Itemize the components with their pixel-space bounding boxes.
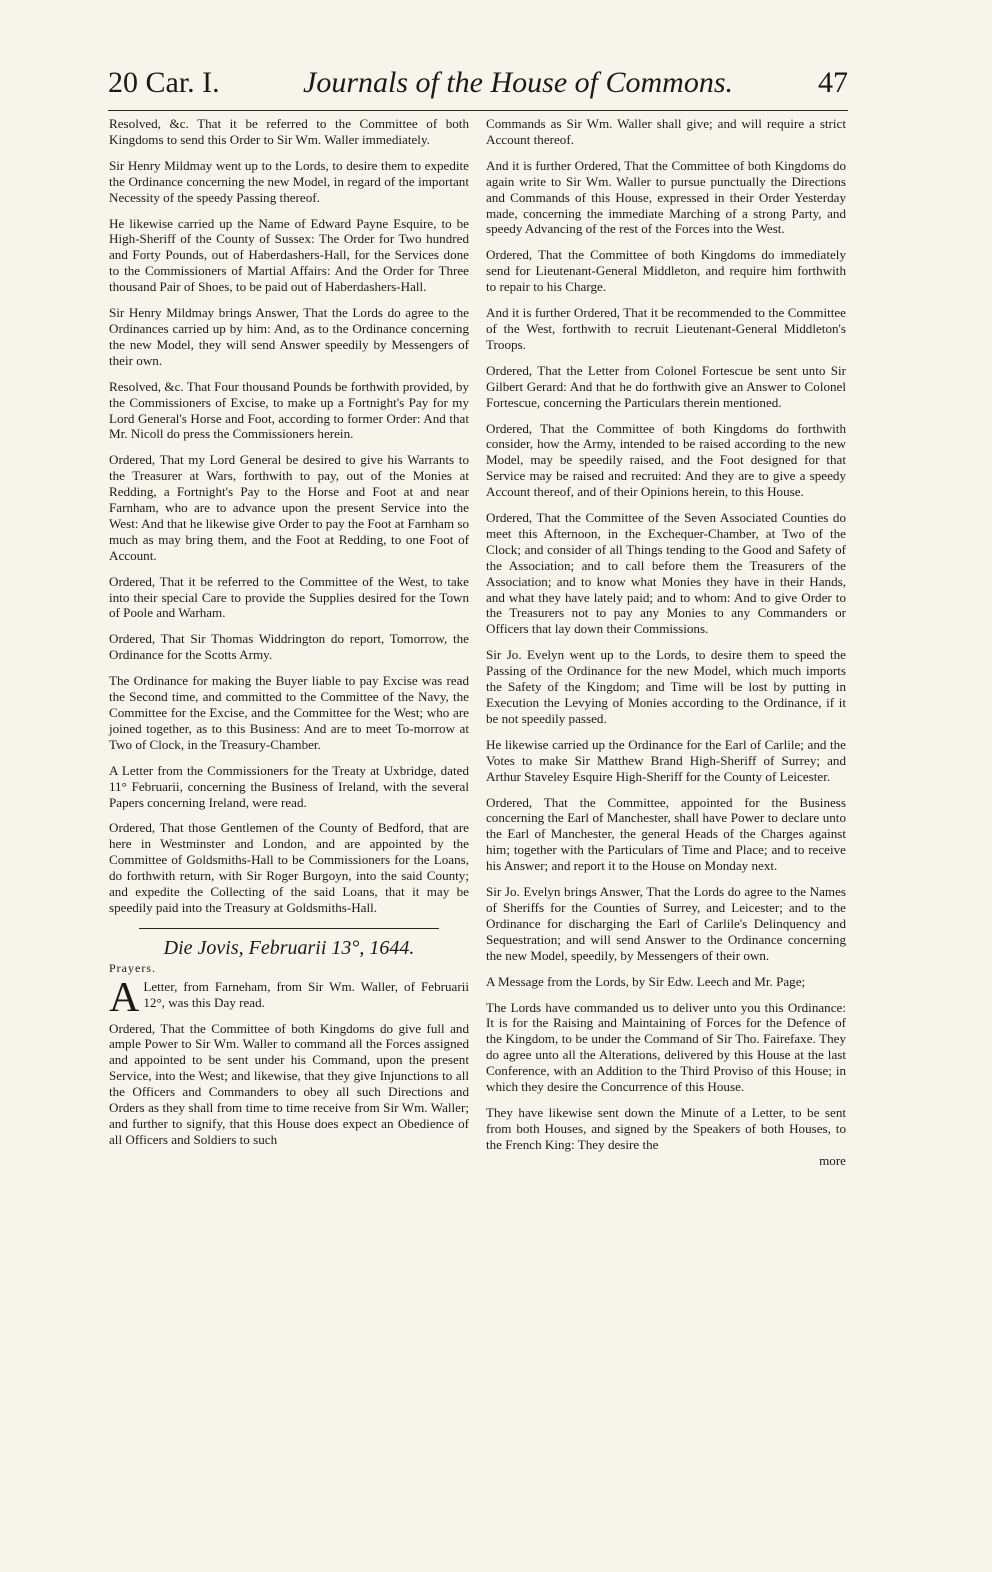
paragraph: He likewise carried up the Name of Edward Payne Esquire, to be High-Sheriff of the County of Sussex: The Order for Two hundred and Forty Pounds, out of Haberdashers-Hall, for the Services done to the Commissioners of Martial Affairs: And the Order for Three thousand Pair of Shoes, to be paid out of Haberdashers-Hall. bbox=[109, 215, 469, 295]
paragraph: Sir Henry Mildmay brings Answer, That the Lords do agree to the Ordinances carried up by him: And, as to the Ordinance concerning the new Model, they will send Answer speedily by Messengers of their own. bbox=[109, 305, 469, 368]
page-number: 47 bbox=[818, 66, 848, 99]
paragraph: The Ordinance for making the Buyer liable to pay Excise was read the Second time, and committed to the Committee of the Navy, the Committee for the Excise, and the Committee for the West; who are joined together, as to this Business: And are to meet To-morrow at Two of Clock, in the Treasury-Chamber. bbox=[109, 673, 469, 752]
paragraph: Ordered, That the Committee, appointed for the Business concerning the Earl of Manchester, shall have Power to declare unto the Earl of Manchester, the general Heads of the Charges against him; together with the Particulars of Time and Place; and to receive his Answer; and report it to the House on Monday next. bbox=[486, 794, 846, 874]
paragraph: Sir Jo. Evelyn went up to the Lords, to desire them to speed the Passing of the Ordinance for the new Model, which much imports the Safety of the Kingdom; and Time will be lost by putting in Execution the Levying of Monies according to the Ordinance, if it be not speedily passed. bbox=[486, 647, 846, 726]
catchword: more bbox=[819, 1152, 846, 1168]
section-rule bbox=[139, 928, 439, 929]
paragraph: Sir Jo. Evelyn brings Answer, That the Lords do agree to the Names of Sheriffs for the Counties of Surrey, and Leicester; and to the Ordinance for discharging the Earl of Carlile's Delinquency and Sequestration; and will send Answer to the Ordinance concerning the new Model, speedily, by Messengers of their own. bbox=[486, 884, 846, 963]
right-column bbox=[486, 116, 846, 1169]
page-header bbox=[108, 62, 848, 111]
paragraph: Sir Henry Mildmay went up to the Lords, to desire them to expedite the Ordinance concerning the new Model, in regard of the important Necessity of the speedy Passing thereof. bbox=[109, 157, 469, 205]
paragraph: Ordered, That the Committee of both Kingdoms do immediately send for Lieutenant-General Middleton, and require him forthwith to repair to his Charge. bbox=[486, 247, 846, 295]
paragraph: And it is further Ordered, That it be recommended to the Committee of the West, forthwith to recruit Lieutenant-General Middleton's Troops. bbox=[486, 305, 846, 352]
paragraph: They have likewise sent down the Minute of a Letter, to be sent from both Houses, and signed by the Speakers of both Houses, to the French King: They desire the bbox=[486, 1104, 846, 1152]
paragraph: Ordered, That the Committee of both Kingdoms do forthwith consider, how the Army, intended to be raised according to the new Model, may be speedily raised, and the Foot designed for that Service may be raised and recruited: And they are to give a speedy Account thereof, and of their Opinions herein, to this House. bbox=[486, 420, 846, 500]
paragraph: Ordered, That those Gentlemen of the County of Bedford, that are here in Westminster and London, and are appointed by the Committee of Goldsmiths-Hall to be Commissioners for the Loans, do forthwith return, with Sir Roger Burgoyn, into the said County; and expedite the Collecting of the said Loans, that it may be speedily paid into the Treasury at Goldsmiths-Hall. bbox=[109, 820, 469, 915]
prayers-label: Prayers. bbox=[109, 960, 156, 975]
paragraph: Resolved, &c. That it be referred to the Committee of both Kingdoms to send this Order to Sir Wm. Waller immediately. bbox=[109, 116, 469, 147]
paragraph-text: Letter, from Farneham, from Sir Wm. Waller, of Februarii 12°, was this Day read. bbox=[143, 978, 469, 1010]
regnal-year: 20 Car. I. bbox=[108, 66, 220, 99]
paragraph: Ordered, That the Letter from Colonel Fortescue be sent unto Sir Gilbert Gerard: And that he do forthwith give an Answer to Colonel Fortescue, concerning the Particulars therein mentioned. bbox=[486, 362, 846, 410]
paragraph: Ordered, That my Lord General be desired to give his Warrants to the Treasurer at Wars, forthwith to pay, out of the Monies at Redding, a Fortnight's Pay to the Horse and Foot at and near Farnham, who are to advance upon the present Service into the West: And that he likewise give Order to pay the Foot at Farnham so much as may bring them, and the Foot at Redding, to one Foot of Account. bbox=[109, 452, 469, 563]
opening-paragraph bbox=[109, 974, 469, 1021]
paragraph: Ordered, That Sir Thomas Widdrington do report, Tomorrow, the Ordinance for the Scotts Army. bbox=[109, 631, 469, 663]
paragraph: Ordered, That the Committee of both Kingdoms do give full and ample Power to Sir Wm. Waller to command all the Forces assigned and appointed to be sent under his Command, upon the present Service, into the West; and likewise, that they give Injunctions to all the Officers and Commanders to obey all such Directions and Orders as they shall from time to time receive from Sir Wm. Waller; and further to signify, that this House does expect an Obedience of all Officers and Soldiers to such bbox=[109, 1020, 469, 1147]
paragraph: Ordered, That it be referred to the Committee of the West, to take into their special Care to provide the Supplies desired for the Town of Poole and Warham. bbox=[109, 573, 469, 621]
day-heading: Die Jovis, Februarii 13°, 1644. bbox=[163, 936, 415, 959]
paragraph: Commands as Sir Wm. Waller shall give; and will require a strict Account thereof. bbox=[486, 116, 846, 147]
drop-capital: A bbox=[109, 974, 140, 1021]
paragraph: Resolved, &c. That Four thousand Pounds be forthwith provided, by the Commissioners of Excise, to make up a Fortnight's Pay for my Lord General's Horse and Foot, according to former Order: And that Mr. Nicoll do press the Commissioners herein. bbox=[109, 378, 469, 442]
running-title: Journals of the House of Commons. bbox=[303, 66, 733, 99]
paragraph: A Letter from the Commissioners for the Treaty at Uxbridge, dated 11° Februarii, concerning the Business of Ireland, with the several Papers concerning Ireland, were read. bbox=[109, 762, 469, 810]
paragraph: The Lords have commanded us to deliver unto you this Ordinance: It is for the Raising and Maintaining of Forces for the Defence of the Kingdom, to be under the Command of Sir Tho. Fairefaxe. They do agree unto all the Alterations, delivered by this House at the last Conference, with an Addition to the Third Proviso of this House; in which they desire the Concurrence of this House. bbox=[486, 999, 846, 1095]
paragraph: Ordered, That the Committee of the Seven Associated Counties do meet this Afternoon, in the Exchequer-Chamber, at Two of the Clock; and consider of all Things tending to the Good and Safety of the Association; and to call before them the Treasurers of the Association; and to know what Monies they have in their Hands, and what they have lately paid; and to whom: And to give Order to the Treasurers not to pay any Monies to any Commanders or Officers that lay down their Commissions. bbox=[486, 510, 846, 637]
left-column bbox=[109, 116, 469, 1148]
paragraph: He likewise carried up the Ordinance for the Earl of Carlile; and the Votes to make Sir Matthew Brand High-Sheriff of Surrey; and Arthur Staveley Esquire High-Sheriff for the County of Leicester. bbox=[486, 736, 846, 784]
paragraph: A Message from the Lords, by Sir Edw. Leech and Mr. Page; bbox=[486, 973, 806, 989]
paragraph: And it is further Ordered, That the Committee of both Kingdoms do again write to Sir Wm. Waller to pursue punctually the Directions and Commands of this House, expressed in their Order Yesterday made, concerning the immediate Marching of a strong Party, and speedy Advancing of the rest of the Forces into the West. bbox=[486, 157, 846, 237]
